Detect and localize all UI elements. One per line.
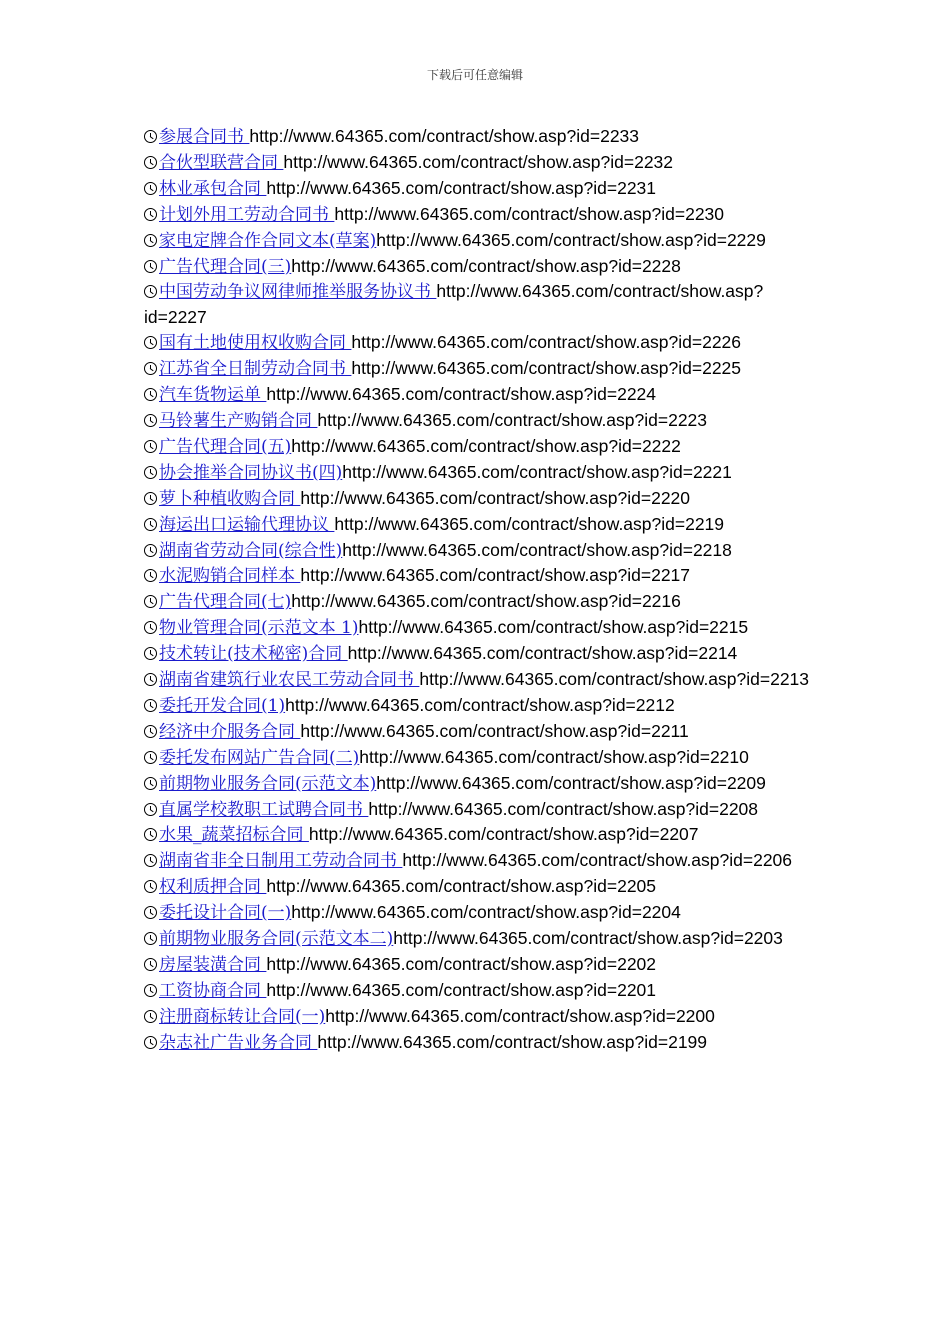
contract-title-link[interactable]: 协会推举合同协议书(四) [159, 462, 343, 483]
contract-url: http://www.64365.com/contract/show.asp?id=2211 [300, 720, 689, 741]
list-item [144, 254, 824, 280]
contract-title-link[interactable]: 中国劳动争议网律师推举服务协议书 [159, 282, 437, 303]
list-item [144, 408, 824, 434]
list-item [144, 202, 824, 228]
clock-icon [144, 699, 157, 712]
clock-icon [144, 156, 157, 169]
list-item [144, 848, 824, 874]
clock-icon [144, 569, 157, 582]
clock-icon [144, 285, 157, 298]
clock-icon [144, 880, 157, 893]
clock-icon [144, 1036, 157, 1049]
contract-url: http://www.64365.com/contract/show.asp?id=2223 [317, 409, 708, 430]
contract-url: http://www.64365.com/contract/show.asp?id=2210 [359, 746, 749, 767]
contract-title-link[interactable]: 经济中介服务合同 [159, 721, 301, 742]
clock-icon [144, 388, 157, 401]
contract-title-link[interactable]: 注册商标转让合同(一) [159, 1006, 326, 1027]
contract-url: http://www.64365.com/contract/show.asp?id=2214 [347, 643, 738, 664]
contract-title-link[interactable]: 计划外用工劳动合同书 [159, 204, 335, 225]
list-item [144, 330, 824, 356]
clock-icon [144, 518, 157, 531]
list-item [144, 693, 824, 719]
list-item [144, 512, 824, 538]
clock-icon [144, 182, 157, 195]
clock-icon [144, 336, 157, 349]
contract-title-link[interactable]: 委托设计合同(一) [159, 903, 292, 924]
clock-icon [144, 362, 157, 375]
clock-icon [144, 595, 157, 608]
contract-title-link[interactable]: 汽车货物运单 [159, 385, 267, 406]
list-item [144, 356, 824, 382]
contract-title-link[interactable]: 林业承包合同 [159, 178, 267, 199]
list-item [144, 563, 824, 589]
clock-icon [144, 647, 157, 660]
contract-url: http://www.64365.com/contract/show.asp?id=2218 [342, 539, 732, 560]
contract-title-link[interactable]: 前期物业服务合同(示范文本二) [159, 929, 394, 950]
clock-icon [144, 260, 157, 273]
contract-url: http://www.64365.com/contract/show.asp?id=2221 [342, 461, 732, 482]
contract-url: http://www.64365.com/contract/show.asp?id=2222 [291, 435, 681, 456]
clock-icon [144, 414, 157, 427]
clock-icon [144, 208, 157, 221]
contract-url: http://www.64365.com/contract/show.asp?id=2207 [308, 824, 699, 845]
contract-title-link[interactable]: 家电定牌合作合同文本(草案) [159, 230, 377, 251]
contract-url: http://www.64365.com/contract/show.asp?id=2204 [291, 902, 681, 923]
contract-url: http://www.64365.com/contract/show.asp?id=2224 [266, 384, 657, 405]
contract-url: http://www.64365.com/contract/show.asp?id=2216 [291, 591, 681, 612]
contract-title-link[interactable]: 水果_蔬菜招标合同 [159, 825, 309, 846]
list-item [144, 434, 824, 460]
contract-title-link[interactable]: 萝卜种植收购合同 [159, 488, 301, 509]
list-item [144, 382, 824, 408]
clock-icon [144, 751, 157, 764]
contract-url: http://www.64365.com/contract/show.asp?id=2230 [334, 203, 725, 224]
contract-url: http://www.64365.com/contract/show.asp?id=2209 [376, 772, 766, 793]
clock-icon [144, 492, 157, 505]
list-item [144, 771, 824, 797]
clock-icon [144, 544, 157, 557]
contract-title-link[interactable]: 委托开发合同(1) [159, 695, 286, 716]
clock-icon [144, 673, 157, 686]
list-item [144, 538, 824, 564]
contract-title-link[interactable]: 直属学校教职工试聘合同书 [159, 799, 369, 820]
clock-icon [144, 854, 157, 867]
list-item [144, 874, 824, 900]
contract-url: http://www.64365.com/contract/show.asp?id=2203 [393, 928, 783, 949]
contract-url: http://www.64365.com/contract/show.asp?id=2227 [144, 281, 764, 328]
contract-title-link[interactable]: 马铃薯生产购销合同 [159, 410, 318, 431]
contract-title-link[interactable]: 国有土地使用权收购合同 [159, 333, 352, 354]
contract-title-link[interactable]: 湖南省非全日制用工劳动合同书 [159, 851, 403, 872]
clock-icon [144, 130, 157, 143]
contract-title-link[interactable]: 杂志社广告业务合同 [159, 1032, 318, 1053]
list-item [144, 150, 824, 176]
list-item [144, 589, 824, 615]
list-item [144, 745, 824, 771]
contract-title-link[interactable]: 广告代理合同(七) [159, 592, 292, 613]
contract-url: http://www.64365.com/contract/show.asp?id=2225 [351, 358, 742, 379]
clock-icon [144, 466, 157, 479]
contract-title-link[interactable]: 权利质押合同 [159, 877, 267, 898]
list-item [144, 460, 824, 486]
page-header: 下载后可任意编辑 [426, 68, 523, 82]
list-item [144, 822, 824, 848]
contract-url: http://www.64365.com/contract/show.asp?id=2220 [300, 487, 691, 508]
contract-title-link[interactable]: 湖南省劳动合同(综合性) [159, 540, 343, 561]
contract-title-link[interactable]: 湖南省建筑行业农民工劳动合同书 [159, 670, 420, 691]
clock-icon [144, 984, 157, 997]
list-item [144, 926, 824, 952]
list-item [144, 641, 824, 667]
contract-url: http://www.64365.com/contract/show.asp?id=2206 [402, 850, 793, 871]
list-item [144, 228, 824, 254]
list-item [144, 176, 824, 202]
contract-title-link[interactable]: 广告代理合同(三) [159, 256, 292, 277]
contract-title-link[interactable]: 水泥购销合同样本 [159, 566, 301, 587]
contract-link-list [144, 124, 824, 1056]
contract-url: http://www.64365.com/contract/show.asp?id=2212 [285, 694, 675, 715]
list-item [144, 900, 824, 926]
clock-icon [144, 440, 157, 453]
contract-url: http://www.64365.com/contract/show.asp?id=2202 [266, 954, 657, 974]
contract-url: http://www.64365.com/contract/show.asp?id=2232 [283, 151, 674, 172]
list-item [144, 952, 824, 978]
clock-icon [144, 621, 157, 634]
list-item [144, 667, 824, 693]
clock-icon [144, 958, 157, 971]
contract-title-link[interactable]: 参展合同书 [159, 127, 250, 147]
clock-icon [144, 725, 157, 738]
contract-url: http://www.64365.com/contract/show.asp?id=2208 [368, 798, 759, 819]
contract-title-link[interactable]: 前期物业服务合同(示范文本) [159, 773, 377, 794]
list-item [144, 615, 824, 641]
contract-url: http://www.64365.com/contract/show.asp?id=2233 [249, 126, 640, 146]
list-item [144, 797, 824, 823]
clock-icon [144, 1010, 157, 1023]
contract-url: http://www.64365.com/contract/show.asp?id=2217 [300, 565, 691, 586]
contract-url: http://www.64365.com/contract/show.asp?id=2200 [325, 1005, 715, 1026]
contract-title-link[interactable]: 海运出口运输代理协议 [159, 514, 335, 535]
contract-title-link[interactable]: 合伙型联营合同 [159, 152, 284, 173]
clock-icon [144, 803, 157, 816]
clock-icon [144, 828, 157, 841]
list-item [144, 124, 824, 150]
contract-url: http://www.64365.com/contract/show.asp?id=2199 [317, 1031, 708, 1052]
clock-icon [144, 906, 157, 919]
contract-url: http://www.64365.com/contract/show.asp?id=2201 [266, 979, 657, 1000]
contract-title-link[interactable]: 房屋装潢合同 [159, 955, 267, 975]
clock-icon [144, 932, 157, 945]
contract-title-link[interactable]: 广告代理合同(五) [159, 436, 292, 457]
contract-title-link[interactable]: 委托发布网站广告合同(二) [159, 747, 360, 768]
contract-url: http://www.64365.com/contract/show.asp?id=2219 [334, 513, 725, 534]
contract-title-link[interactable]: 江苏省全日制劳动合同书 [159, 359, 352, 380]
contract-url: http://www.64365.com/contract/show.asp?id=2231 [266, 177, 657, 198]
clock-icon [144, 234, 157, 247]
list-item [144, 978, 824, 1004]
contract-url: http://www.64365.com/contract/show.asp?id=2226 [351, 332, 742, 353]
list-item [144, 279, 824, 330]
list-item [144, 486, 824, 512]
clock-icon [144, 777, 157, 790]
list-item [144, 719, 824, 745]
contract-title-link[interactable]: 技术转让(技术秘密)合同 [159, 644, 348, 665]
contract-title-link[interactable]: 工资协商合同 [159, 980, 267, 1001]
list-item [144, 1004, 824, 1030]
list-item [144, 1030, 824, 1056]
contract-url: http://www.64365.com/contract/show.asp?id=2228 [291, 255, 681, 276]
contract-url: http://www.64365.com/contract/show.asp?id=2215 [358, 617, 749, 638]
contract-url: http://www.64365.com/contract/show.asp?id=2229 [376, 229, 766, 250]
contract-url: http://www.64365.com/contract/show.asp?id=2205 [266, 876, 657, 897]
contract-url: http://www.64365.com/contract/show.asp?id=2213 [419, 669, 810, 690]
contract-title-link[interactable]: 物业管理合同(示范文本 1) [159, 618, 359, 639]
